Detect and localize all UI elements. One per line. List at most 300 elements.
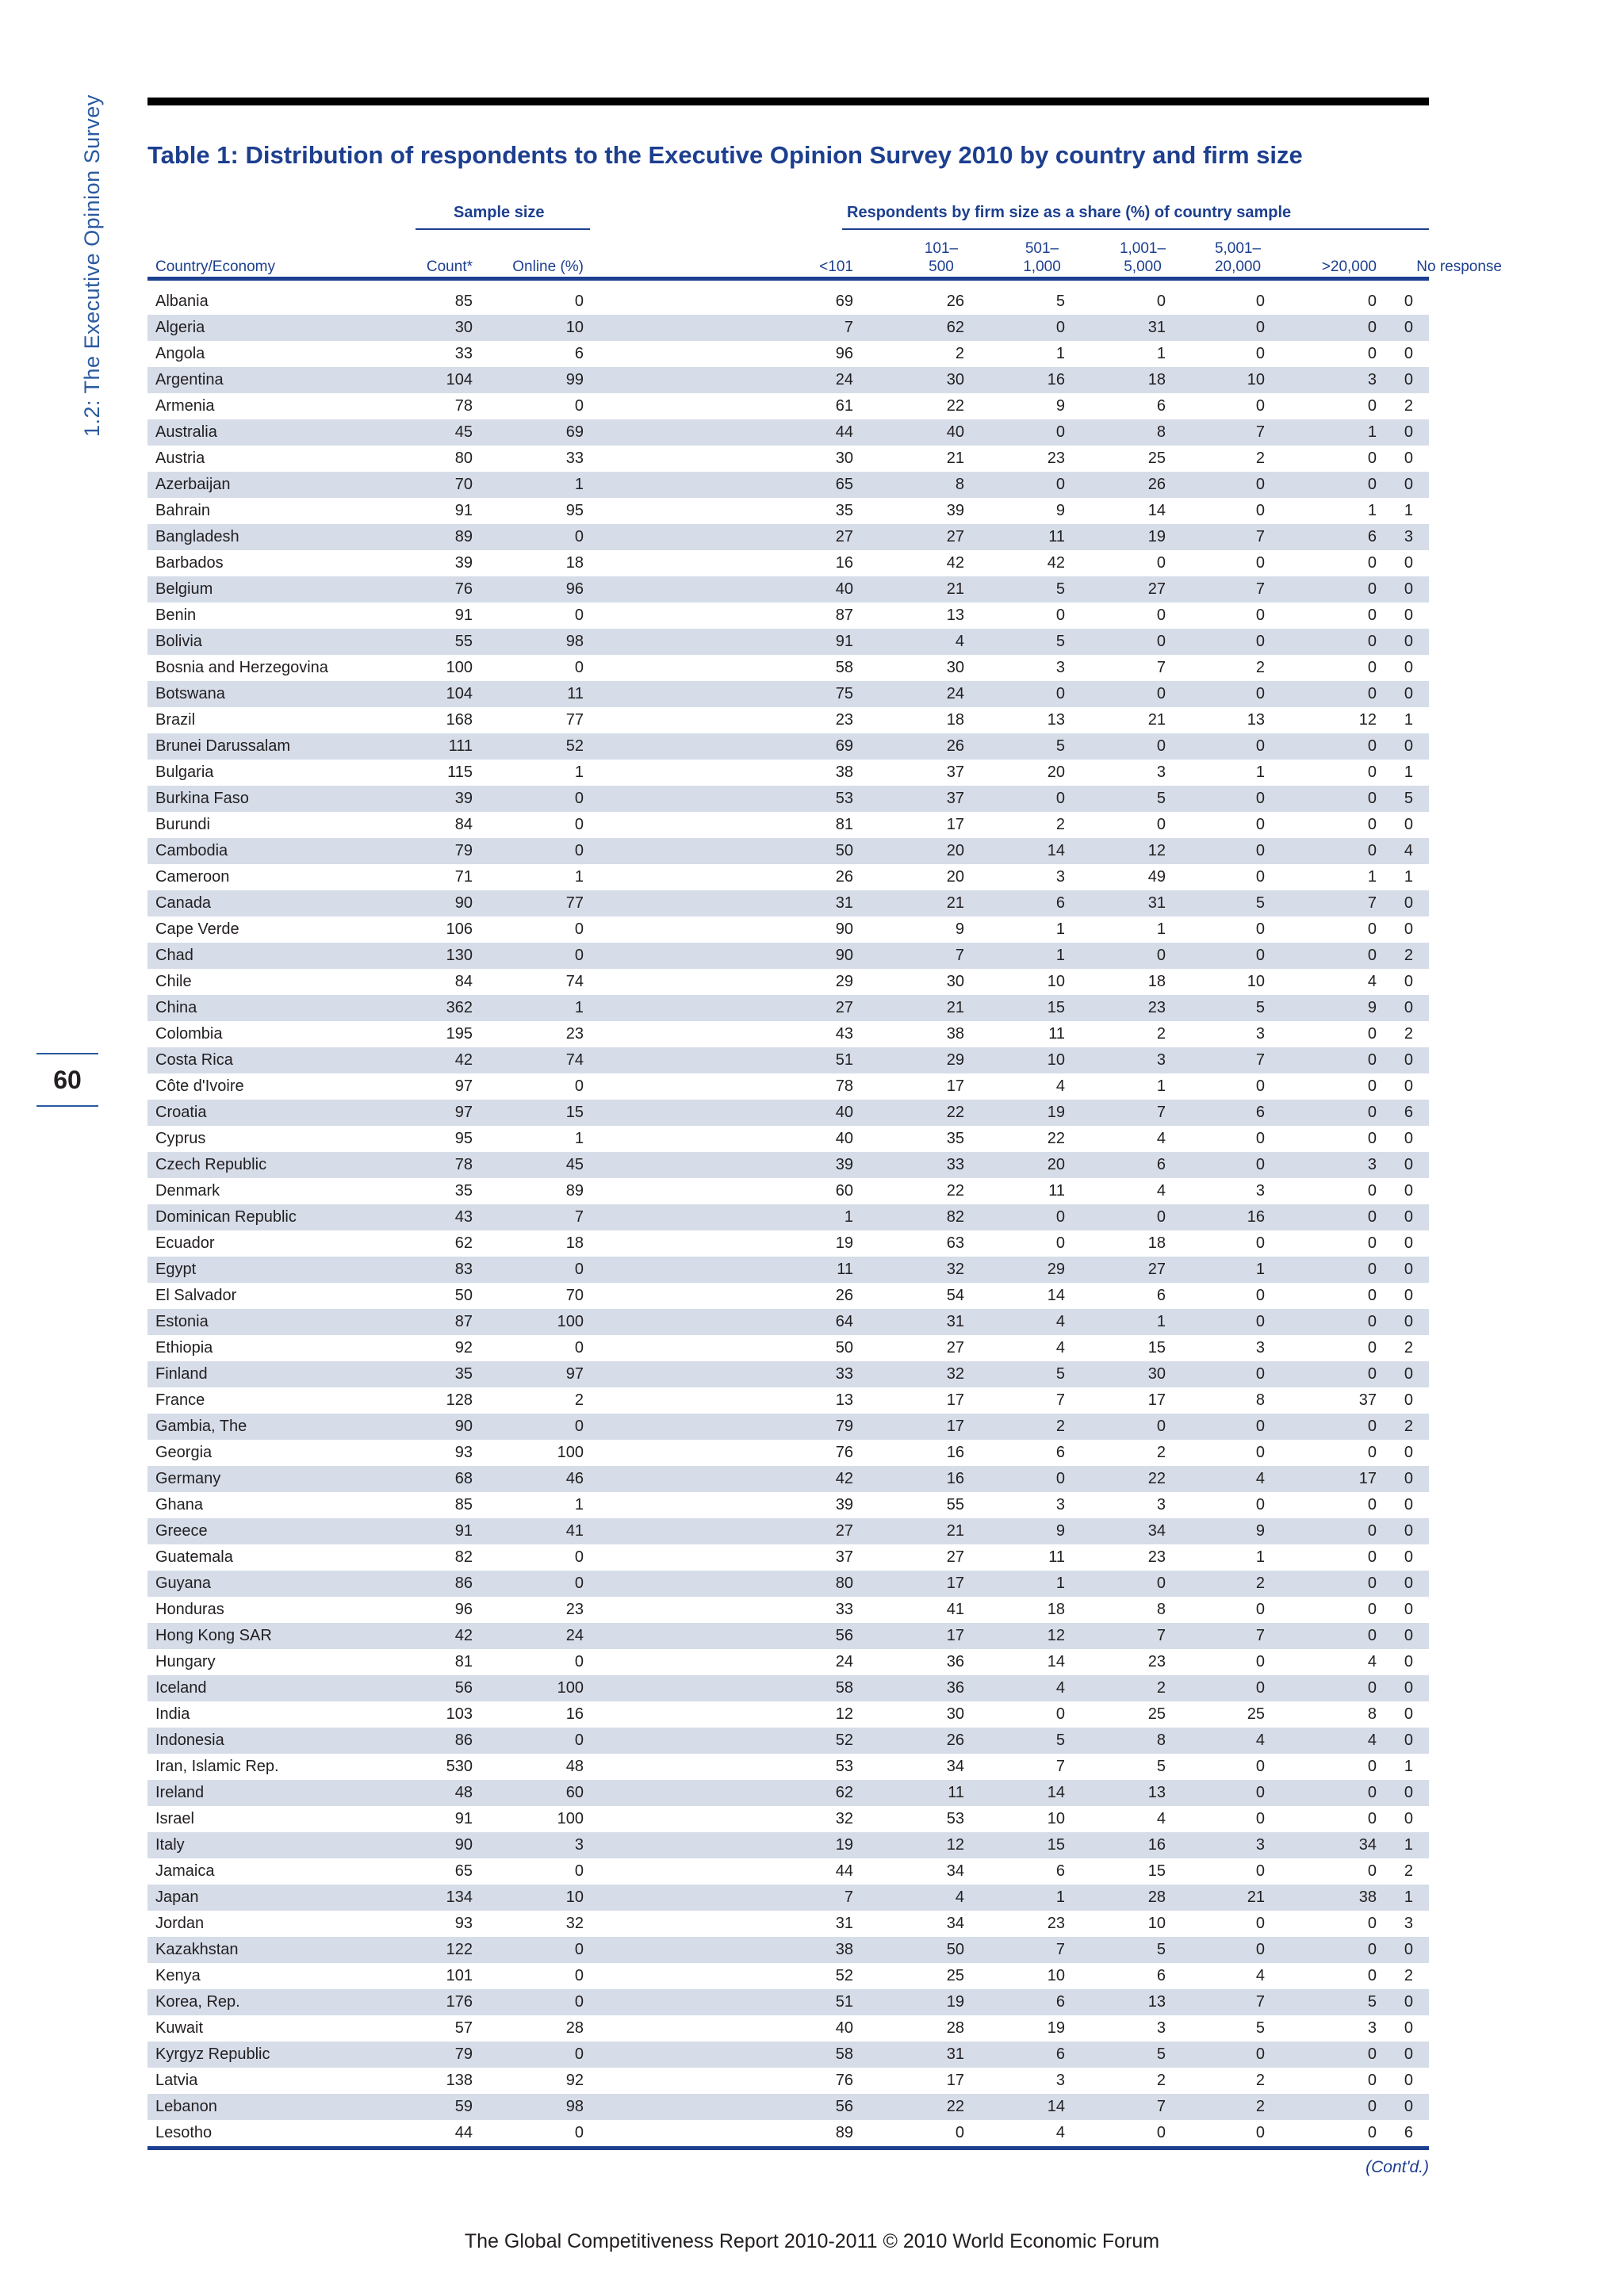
cell-c5001-20000: 0 — [1255, 1313, 1265, 1330]
cell-count: 35 — [454, 1182, 473, 1200]
table-row — [147, 1335, 1429, 1361]
cell-lt101: 38 — [835, 1941, 853, 1958]
cell-c101-500: 0 — [955, 2124, 964, 2141]
cell-lt101: 16 — [835, 554, 853, 572]
table-row — [147, 498, 1429, 524]
cell-c5001-20000: 0 — [1255, 1601, 1265, 1618]
cell-c1001-5000: 15 — [1147, 1862, 1166, 1880]
cell-c501-1000: 5 — [1055, 293, 1065, 310]
cell-c101-500: 21 — [946, 999, 964, 1016]
cell-lt101: 7 — [844, 319, 853, 336]
cell-c5001-20000: 0 — [1255, 319, 1265, 336]
cell-count: 85 — [454, 1496, 473, 1513]
table-row — [147, 1806, 1429, 1832]
table-row — [147, 1361, 1429, 1387]
cell-no-response: 0 — [1404, 1470, 1413, 1487]
col-header-1001-5000-top: 1,001– — [1119, 240, 1166, 257]
cell-no-response: 0 — [1404, 1705, 1413, 1723]
cell-count: 43 — [454, 1208, 473, 1226]
cell-country: Chile — [155, 973, 192, 990]
cell-gt20000: 0 — [1367, 1025, 1377, 1043]
cell-c501-1000: 6 — [1055, 1444, 1065, 1461]
cell-country: Bangladesh — [155, 528, 239, 545]
table-row — [147, 1832, 1429, 1858]
cell-lt101: 24 — [835, 371, 853, 388]
cell-c501-1000: 0 — [1055, 423, 1065, 441]
cell-no-response: 0 — [1404, 1653, 1413, 1670]
cell-c501-1000: 7 — [1055, 1758, 1065, 1775]
cell-c5001-20000: 0 — [1255, 397, 1265, 415]
cell-gt20000: 3 — [1367, 1156, 1377, 1173]
cell-online: 77 — [565, 711, 584, 729]
cell-count: 95 — [454, 1130, 473, 1147]
cell-c501-1000: 5 — [1055, 737, 1065, 755]
cell-c1001-5000: 4 — [1156, 1810, 1166, 1827]
cell-c5001-20000: 0 — [1255, 502, 1265, 519]
cell-count: 103 — [446, 1705, 473, 1723]
cell-c101-500: 30 — [946, 659, 964, 676]
cell-c1001-5000: 7 — [1156, 659, 1166, 676]
cell-count: 85 — [454, 293, 473, 310]
table-row — [147, 315, 1429, 341]
cell-c5001-20000: 0 — [1255, 920, 1265, 938]
table-row — [147, 1204, 1429, 1230]
cell-gt20000: 0 — [1367, 1077, 1377, 1095]
cell-count: 134 — [446, 1888, 473, 1906]
cell-no-response: 1 — [1404, 763, 1413, 781]
cell-c501-1000: 14 — [1047, 2098, 1065, 2115]
table-row — [147, 1047, 1429, 1073]
cell-online: 0 — [574, 842, 584, 859]
cell-c5001-20000: 0 — [1255, 947, 1265, 964]
table-row — [147, 2120, 1429, 2146]
table-row — [147, 1623, 1429, 1649]
cell-lt101: 40 — [835, 580, 853, 598]
cell-online: 69 — [565, 423, 584, 441]
cell-c101-500: 27 — [946, 1548, 964, 1566]
cell-no-response: 1 — [1404, 868, 1413, 886]
cell-c5001-20000: 0 — [1255, 1653, 1265, 1670]
cell-c101-500: 9 — [955, 920, 964, 938]
cell-gt20000: 3 — [1367, 371, 1377, 388]
cell-online: 1 — [574, 999, 584, 1016]
cell-no-response: 0 — [1404, 1575, 1413, 1592]
table-row — [147, 1649, 1429, 1675]
table-row — [147, 550, 1429, 576]
cell-online: 33 — [565, 450, 584, 467]
cell-no-response: 0 — [1404, 450, 1413, 467]
cell-country: Gambia, The — [155, 1418, 247, 1435]
cell-c101-500: 21 — [946, 580, 964, 598]
cell-online: 0 — [574, 920, 584, 938]
col-header-no-response: No response — [1416, 258, 1502, 275]
cell-online: 0 — [574, 1339, 584, 1357]
cell-gt20000: 0 — [1367, 1575, 1377, 1592]
cell-no-response: 0 — [1404, 1287, 1413, 1304]
table-title: Table 1: Distribution of respondents to the Executive Opinion Survey 2010 by country and firm size — [147, 141, 1303, 169]
cell-c1001-5000: 7 — [1156, 1627, 1166, 1644]
cell-lt101: 27 — [835, 528, 853, 545]
page-footer: The Global Competitiveness Report 2010-2011 © 2010 World Economic Forum — [464, 2230, 1160, 2252]
cell-c101-500: 26 — [946, 1732, 964, 1749]
cell-gt20000: 0 — [1367, 816, 1377, 833]
cell-no-response: 2 — [1404, 397, 1413, 415]
cell-country: Armenia — [155, 397, 215, 415]
column-header-row — [147, 235, 1502, 276]
cell-c501-1000: 7 — [1055, 1391, 1065, 1409]
cell-country: China — [155, 999, 197, 1016]
cell-gt20000: 0 — [1367, 1339, 1377, 1357]
col-header-5001-20000-bottom: 20,000 — [1214, 258, 1262, 275]
cell-c501-1000: 2 — [1055, 816, 1065, 833]
cell-c501-1000: 4 — [1055, 2124, 1065, 2141]
cell-no-response: 0 — [1404, 1156, 1413, 1173]
cell-count: 70 — [454, 476, 473, 493]
table-row — [147, 786, 1429, 812]
table-row — [147, 1152, 1429, 1178]
cell-c1001-5000: 27 — [1147, 1261, 1166, 1278]
cell-c5001-20000: 0 — [1255, 685, 1265, 702]
cell-count: 83 — [454, 1261, 473, 1278]
cell-online: 100 — [557, 1810, 584, 1827]
cell-no-response: 0 — [1404, 1601, 1413, 1618]
cell-c501-1000: 10 — [1047, 973, 1065, 990]
cell-gt20000: 0 — [1367, 1051, 1377, 1069]
cell-c501-1000: 4 — [1055, 1339, 1065, 1357]
cell-count: 42 — [454, 1627, 473, 1644]
cell-c5001-20000: 0 — [1255, 1287, 1265, 1304]
cell-country: Azerbaijan — [155, 476, 231, 493]
cell-lt101: 64 — [835, 1313, 853, 1330]
cell-online: 95 — [565, 502, 584, 519]
cell-online: 23 — [565, 1601, 584, 1618]
cell-c101-500: 21 — [946, 894, 964, 912]
table-row — [147, 1283, 1429, 1309]
cell-c5001-20000: 0 — [1255, 1679, 1265, 1697]
cell-country: Canada — [155, 894, 212, 912]
cell-no-response: 0 — [1404, 816, 1413, 833]
cell-c1001-5000: 0 — [1156, 737, 1166, 755]
col-header-country: Country/Economy — [155, 258, 276, 275]
cell-lt101: 24 — [835, 1653, 853, 1670]
cell-c5001-20000: 0 — [1255, 1234, 1265, 1252]
table-row — [147, 1518, 1429, 1544]
cell-lt101: 56 — [835, 2098, 853, 2115]
cell-online: 70 — [565, 1287, 584, 1304]
cell-c5001-20000: 0 — [1255, 737, 1265, 755]
cell-c5001-20000: 2 — [1255, 450, 1265, 467]
cell-c1001-5000: 18 — [1147, 973, 1166, 990]
cell-count: 87 — [454, 1313, 473, 1330]
cell-c1001-5000: 6 — [1156, 1967, 1166, 1984]
cell-country: Kuwait — [155, 2019, 204, 2037]
cell-count: 50 — [454, 1287, 473, 1304]
cell-c5001-20000: 2 — [1255, 659, 1265, 676]
cell-gt20000: 0 — [1367, 1365, 1377, 1383]
cell-no-response: 0 — [1404, 1732, 1413, 1749]
cell-no-response: 0 — [1404, 1784, 1413, 1801]
cell-country: Egypt — [155, 1261, 197, 1278]
cell-c501-1000: 6 — [1055, 1862, 1065, 1880]
cell-country: Botswana — [155, 685, 225, 702]
cell-country: Côte d'Ivoire — [155, 1077, 244, 1095]
cell-lt101: 50 — [835, 1339, 853, 1357]
cell-c1001-5000: 6 — [1156, 1156, 1166, 1173]
cell-online: 100 — [557, 1313, 584, 1330]
cell-c501-1000: 23 — [1047, 1915, 1065, 1932]
cell-c5001-20000: 1 — [1255, 1261, 1265, 1278]
cell-count: 96 — [454, 1601, 473, 1618]
cell-lt101: 90 — [835, 920, 853, 938]
cell-lt101: 23 — [835, 711, 853, 729]
cell-gt20000: 0 — [1367, 2124, 1377, 2141]
cell-c501-1000: 13 — [1047, 711, 1065, 729]
cell-lt101: 40 — [835, 1130, 853, 1147]
cell-count: 39 — [454, 790, 473, 807]
cell-no-response: 0 — [1404, 1444, 1413, 1461]
cell-count: 91 — [454, 502, 473, 519]
cell-online: 10 — [565, 1888, 584, 1906]
cell-count: 44 — [454, 2124, 473, 2141]
cell-c1001-5000: 1 — [1156, 345, 1166, 362]
cell-c101-500: 36 — [946, 1653, 964, 1670]
cell-gt20000: 0 — [1367, 1444, 1377, 1461]
cell-c1001-5000: 5 — [1156, 1758, 1166, 1775]
cell-c1001-5000: 30 — [1147, 1365, 1166, 1383]
cell-country: Ireland — [155, 1784, 205, 1801]
cell-c501-1000: 9 — [1055, 397, 1065, 415]
cell-count: 42 — [454, 1051, 473, 1069]
cell-c501-1000: 5 — [1055, 1732, 1065, 1749]
cell-no-response: 0 — [1404, 894, 1413, 912]
cell-c501-1000: 3 — [1055, 1496, 1065, 1513]
cell-count: 138 — [446, 2072, 473, 2089]
cell-c101-500: 4 — [955, 1888, 964, 1906]
cell-online: 0 — [574, 947, 584, 964]
cell-c101-500: 2 — [955, 345, 964, 362]
cell-count: 93 — [454, 1444, 473, 1461]
cell-c5001-20000: 0 — [1255, 1365, 1265, 1383]
bottom-rule — [147, 2146, 1429, 2150]
cell-country: Ecuador — [155, 1234, 215, 1252]
cell-count: 76 — [454, 580, 473, 598]
cell-c1001-5000: 17 — [1147, 1391, 1166, 1409]
cell-gt20000: 0 — [1367, 2045, 1377, 2063]
table-row — [147, 760, 1429, 786]
cell-c1001-5000: 3 — [1156, 1496, 1166, 1513]
cell-c501-1000: 3 — [1055, 659, 1065, 676]
table-row — [147, 1571, 1429, 1597]
cell-gt20000: 0 — [1367, 476, 1377, 493]
cell-c501-1000: 0 — [1055, 685, 1065, 702]
cell-c501-1000: 16 — [1047, 371, 1065, 388]
table-row — [147, 341, 1429, 367]
cell-c1001-5000: 0 — [1156, 816, 1166, 833]
table-row — [147, 2042, 1429, 2068]
table-row — [147, 890, 1429, 916]
cell-c501-1000: 0 — [1055, 1234, 1065, 1252]
cell-lt101: 26 — [835, 868, 853, 886]
cell-c5001-20000: 21 — [1247, 1888, 1265, 1906]
cell-count: 86 — [454, 1575, 473, 1592]
cell-c501-1000: 1 — [1055, 1575, 1065, 1592]
cell-c101-500: 30 — [946, 973, 964, 990]
cell-gt20000: 0 — [1367, 1941, 1377, 1958]
cell-no-response: 0 — [1404, 1365, 1413, 1383]
cell-c101-500: 33 — [946, 1156, 964, 1173]
cell-c501-1000: 0 — [1055, 476, 1065, 493]
cell-count: 176 — [446, 1993, 473, 2011]
cell-count: 48 — [454, 1784, 473, 1801]
table-row — [147, 1414, 1429, 1440]
cell-gt20000: 0 — [1367, 1679, 1377, 1697]
cell-c1001-5000: 0 — [1156, 633, 1166, 650]
cell-c101-500: 38 — [946, 1025, 964, 1043]
cell-c1001-5000: 8 — [1156, 1732, 1166, 1749]
cell-country: Australia — [155, 423, 217, 441]
col-header-5001-20000-top: 5,001– — [1214, 240, 1262, 257]
cell-gt20000: 0 — [1367, 1261, 1377, 1278]
cell-no-response: 0 — [1404, 423, 1413, 441]
cell-c1001-5000: 28 — [1147, 1888, 1166, 1906]
cell-c5001-20000: 0 — [1255, 345, 1265, 362]
cell-c101-500: 27 — [946, 1339, 964, 1357]
cell-country: Latvia — [155, 2072, 198, 2089]
table-row — [147, 969, 1429, 995]
cell-c101-500: 55 — [946, 1496, 964, 1513]
table-row — [147, 367, 1429, 393]
table-row — [147, 812, 1429, 838]
cell-count: 62 — [454, 1234, 473, 1252]
cell-gt20000: 0 — [1367, 1601, 1377, 1618]
cell-c5001-20000: 8 — [1255, 1391, 1265, 1409]
cell-c501-1000: 1 — [1055, 345, 1065, 362]
cell-online: 0 — [574, 1862, 584, 1880]
cell-lt101: 91 — [835, 633, 853, 650]
cell-count: 362 — [446, 999, 473, 1016]
cell-c501-1000: 0 — [1055, 607, 1065, 624]
cell-c5001-20000: 1 — [1255, 1548, 1265, 1566]
cell-c501-1000: 14 — [1047, 1653, 1065, 1670]
cell-lt101: 7 — [844, 1888, 853, 1906]
cell-c1001-5000: 2 — [1156, 1444, 1166, 1461]
cell-no-response: 2 — [1404, 1862, 1413, 1880]
cell-online: 1 — [574, 1130, 584, 1147]
section-side-label: 1.2: The Executive Opinion Survey — [80, 94, 104, 437]
col-header-1001-5000-bottom: 5,000 — [1124, 258, 1162, 275]
cell-c101-500: 17 — [946, 816, 964, 833]
table-row — [147, 576, 1429, 603]
cell-c1001-5000: 2 — [1156, 1025, 1166, 1043]
cell-c501-1000: 6 — [1055, 2045, 1065, 2063]
cell-country: Bolivia — [155, 633, 202, 650]
cell-c5001-20000: 7 — [1255, 580, 1265, 598]
table-row — [147, 655, 1429, 681]
cell-lt101: 58 — [835, 2045, 853, 2063]
cell-c5001-20000: 3 — [1255, 1182, 1265, 1200]
cell-online: 24 — [565, 1627, 584, 1644]
cell-country: Greece — [155, 1522, 208, 1540]
cell-c1001-5000: 2 — [1156, 2072, 1166, 2089]
cell-online: 11 — [567, 685, 584, 702]
cell-c5001-20000: 2 — [1255, 1575, 1265, 1592]
cell-online: 2 — [574, 1391, 584, 1409]
cell-no-response: 0 — [1404, 1261, 1413, 1278]
cell-country: Japan — [155, 1888, 199, 1906]
cell-gt20000: 0 — [1367, 580, 1377, 598]
table-row — [147, 1440, 1429, 1466]
cell-country: Guatemala — [155, 1548, 233, 1566]
cell-c501-1000: 15 — [1047, 1836, 1065, 1854]
cell-online: 1 — [574, 763, 584, 781]
cell-c1001-5000: 34 — [1147, 1522, 1166, 1540]
cell-c101-500: 31 — [946, 2045, 964, 2063]
col-header-501-1000 — [998, 239, 1086, 276]
cell-online: 0 — [574, 528, 584, 545]
cell-c1001-5000: 1 — [1156, 920, 1166, 938]
cell-gt20000: 4 — [1367, 1732, 1377, 1749]
col-header-101-500 — [898, 239, 985, 276]
cell-c5001-20000: 5 — [1255, 999, 1265, 1016]
cell-c101-500: 34 — [946, 1915, 964, 1932]
cell-c501-1000: 0 — [1055, 1470, 1065, 1487]
cell-c1001-5000: 23 — [1147, 1548, 1166, 1566]
cell-gt20000: 0 — [1367, 1862, 1377, 1880]
cell-c5001-20000: 0 — [1255, 1784, 1265, 1801]
table-row — [147, 1230, 1429, 1257]
cell-online: 52 — [565, 737, 584, 755]
cell-online: 97 — [565, 1365, 584, 1383]
cell-no-response: 0 — [1404, 476, 1413, 493]
cell-lt101: 40 — [835, 1104, 853, 1121]
cell-count: 78 — [454, 397, 473, 415]
cell-country: Lebanon — [155, 2098, 217, 2115]
cell-count: 55 — [454, 633, 473, 650]
cell-country: Finland — [155, 1365, 208, 1383]
cell-country: Algeria — [155, 319, 205, 336]
cell-c1001-5000: 15 — [1147, 1339, 1166, 1357]
cell-online: 18 — [565, 554, 584, 572]
cell-online: 0 — [574, 1575, 584, 1592]
cell-country: Burkina Faso — [155, 790, 249, 807]
cell-online: 0 — [574, 397, 584, 415]
cell-count: 130 — [446, 947, 473, 964]
table-row — [147, 1701, 1429, 1728]
cell-c1001-5000: 18 — [1147, 1234, 1166, 1252]
table-row — [147, 1309, 1429, 1335]
cell-c5001-20000: 0 — [1255, 293, 1265, 310]
cell-no-response: 0 — [1404, 2098, 1413, 2115]
cell-country: Cameroon — [155, 868, 230, 886]
cell-c501-1000: 15 — [1047, 999, 1065, 1016]
cell-gt20000: 9 — [1367, 999, 1377, 1016]
cell-lt101: 76 — [835, 1444, 853, 1461]
cell-no-response: 0 — [1404, 345, 1413, 362]
cell-no-response: 1 — [1404, 502, 1413, 519]
cell-country: Honduras — [155, 1601, 224, 1618]
cell-c5001-20000: 0 — [1255, 2045, 1265, 2063]
cell-c101-500: 37 — [946, 790, 964, 807]
table-row — [147, 916, 1429, 943]
cell-country: Cyprus — [155, 1130, 206, 1147]
cell-c1001-5000: 26 — [1147, 476, 1166, 493]
cell-gt20000: 0 — [1367, 633, 1377, 650]
cell-count: 91 — [454, 607, 473, 624]
cell-lt101: 33 — [835, 1601, 853, 1618]
cell-lt101: 11 — [837, 1261, 853, 1278]
cell-no-response: 6 — [1404, 2124, 1413, 2141]
cell-c1001-5000: 8 — [1156, 423, 1166, 441]
